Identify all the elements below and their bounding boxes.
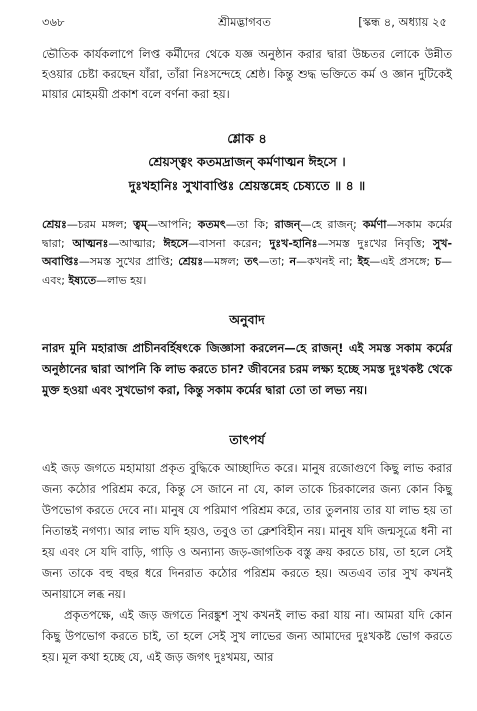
intro-paragraph: ভৌতিক কার্যকলাপে লিপ্ত কর্মীদের থেকে যজ্ঞ অনুষ্ঠান করার দ্বারা উচ্চতর লোকে উন্নীত হওয়ার চেষ্টা করছেন যাঁরা, তাঁরা নিঃসন্দেহে শ্রেষ্ঠ। কিন্তু শুদ্ধ ভক্তিতে কর্ম ও জ্ঞান দুটিকেই মায়ার মোহময়ী প্রকাশ বলে বর্ণনা করা হয়। bbox=[42, 47, 452, 101]
translation-text: নারদ মুনি মহারাজ প্রাচীনবর্হিষৎকে জিজ্ঞাসা করলেন—হে রাজন্! এই সমস্ত সকাম কর্মের অনুষ্ঠানের দ্বারা আপনি কি লাভ করতে চান? জীবনের চরম লক্ষ্য হচ্ছে সমস্ত দুঃখকষ্ট থেকে মুক্ত হওয়া এবং সুখভোগ করা, কিন্তু সকাম কর্মের দ্বারা তো তা লভ্য নয়। bbox=[42, 341, 452, 397]
translation-title: অনুবাদ bbox=[229, 312, 265, 327]
chapter-reference: [স্কন্ধ ৪, অধ্যায় ২৫ bbox=[358, 15, 447, 29]
synonym-meaning: আত্মার; bbox=[119, 236, 156, 250]
synonym-word: চ bbox=[435, 255, 441, 269]
synonym-meaning: হে রাজন্; bbox=[311, 218, 357, 231]
purport-paragraph-1: এই জড় জগতে মহামায়া প্রকৃত বুদ্ধিকে আচ্ছাদিত করে। মানুষ রজোগুণে কিছু লাভ করার জন্য কঠোর পরিশ্রম করে, কিন্তু সে জানে না যে, কাল তাকে চিরকালের জন্য কোন কিছু উপভোগ করতে দেবে না। মানুষ যে পরিমাণ পরিশ্রম করে, তার তুলনায় তার যা লাভ হয় তা নিতান্তই নগণ্য। আর লাভ যদি হয়ও, তবুও তা ক্লেশবিহীন নয়। মানুষ যদি জন্মসূত্রে ধনী না হয় এবং সে যদি বাড়ি, গাড়ি ও অন্যান্য জড়-জাগতিক বস্তু ক্রয় করতে চায়, তা হলে সেই জন্য তাকে বহু বছর ধরে দিনরাত কঠোর পরিশ্রম করতে হয়। অতএব তার সুখ কখনই অনায়াসে লব্ধ নয়। bbox=[42, 461, 452, 601]
synonym-word: ন bbox=[289, 255, 297, 269]
synonym-meaning: তা কি; bbox=[236, 218, 269, 231]
synonym-word: শ্রেয়ঃ bbox=[42, 218, 67, 231]
synonym-word: ত্বম্ bbox=[133, 218, 148, 231]
synonym-word: রাজন্ bbox=[274, 218, 301, 231]
synonym-meaning: লাভ হয়। bbox=[107, 273, 147, 287]
synonym-word: ইষ্যতে bbox=[68, 273, 97, 287]
purport-title: তাৎপর্য bbox=[229, 432, 265, 447]
synonym-meaning: সমস্ত দুঃখের নিবৃত্তি; bbox=[328, 236, 426, 250]
synonym-meaning: এই প্রসঙ্গে; bbox=[380, 255, 431, 269]
synonyms-paragraph: শ্রেয়ঃ—চরম মঙ্গল; ত্বম্—আপনি; কতমৎ—তা কি; রাজন্—হে রাজন্; কর্মণা—সকাম কর্মের দ্বারা; আত্মনঃ—আত্মার; ঈহসে—বাসনা করেন; দুঃখ-হানিঃ—সমস্ত দুঃখের নিবৃত্তি; সুখ-অবাপ্তিঃ—সমস্ত সুখের প্রাপ্তি; শ্রেয়ঃ—মঙ্গল; তৎ—তা; ন—কখনই না; ইহ—এই প্রসঙ্গে; চ—এবং; ইষ্যতে—লাভ হয়। bbox=[42, 218, 453, 287]
synonym-word: তৎ bbox=[244, 255, 259, 269]
synonym-meaning: তা; bbox=[269, 255, 285, 269]
page-number: ৩৬৮ bbox=[42, 15, 65, 29]
synonym-word: কতমৎ bbox=[197, 218, 226, 231]
synonym-meaning: সকাম কর্মের দ্বারা; bbox=[42, 218, 452, 250]
synonym-meaning: এবং; bbox=[42, 273, 65, 287]
book-title: শ্রীমদ্ভাগবত bbox=[218, 15, 271, 29]
synonym-meaning: বাসনা করেন; bbox=[199, 236, 262, 250]
synonym-meaning: আপনি; bbox=[158, 218, 192, 231]
synonym-word: ঈহসে bbox=[163, 236, 189, 250]
verse-line-1: শ্রেয়স্ত্বং কতমদ্রাজন্ কর্মণাত্মন ঈহসে । bbox=[148, 154, 346, 169]
synonym-word: কর্মণা bbox=[362, 218, 387, 231]
verse-line-2: দুঃখহানিঃ সুখাবাপ্তিঃ শ্রেয়স্তন্নেহ চেষ্যতে ॥ ৪ ॥ bbox=[128, 178, 366, 193]
synonym-meaning: মঙ্গল; bbox=[214, 255, 240, 269]
shloka-title: শ্লোক ৪ bbox=[227, 132, 267, 147]
synonym-word: ইহ bbox=[357, 255, 370, 269]
synonym-word: সুখ-অবাপ্তিঃ bbox=[42, 236, 453, 269]
synonym-meaning: চরম মঙ্গল; bbox=[77, 218, 128, 231]
synonym-word: শ্রেয়ঃ bbox=[178, 255, 204, 269]
purport-text bbox=[42, 458, 452, 668]
synonym-meaning: সমস্ত সুখের প্রাপ্তি; bbox=[89, 255, 174, 269]
synonym-meaning: কখনই না; bbox=[307, 255, 353, 269]
synonym-word: আত্মনঃ bbox=[72, 236, 109, 250]
page-header bbox=[42, 12, 447, 32]
purport-paragraph-2: প্রকৃতপক্ষে, এই জড় জগতে নিরঙ্কুশ সুখ কখনই লাভ করা যায় না। আমরা যদি কোন কিছু উপভোগ করতে চাই, তা হলে সেই সুখ লাভের জন্য আমাদের দুঃখকষ্ট ভোগ করতে হয়। মূল কথা হচ্ছে যে, এই জড় জগৎ দুঃখময়, আর bbox=[42, 608, 452, 664]
synonym-word: দুঃখ-হানিঃ bbox=[269, 236, 318, 250]
